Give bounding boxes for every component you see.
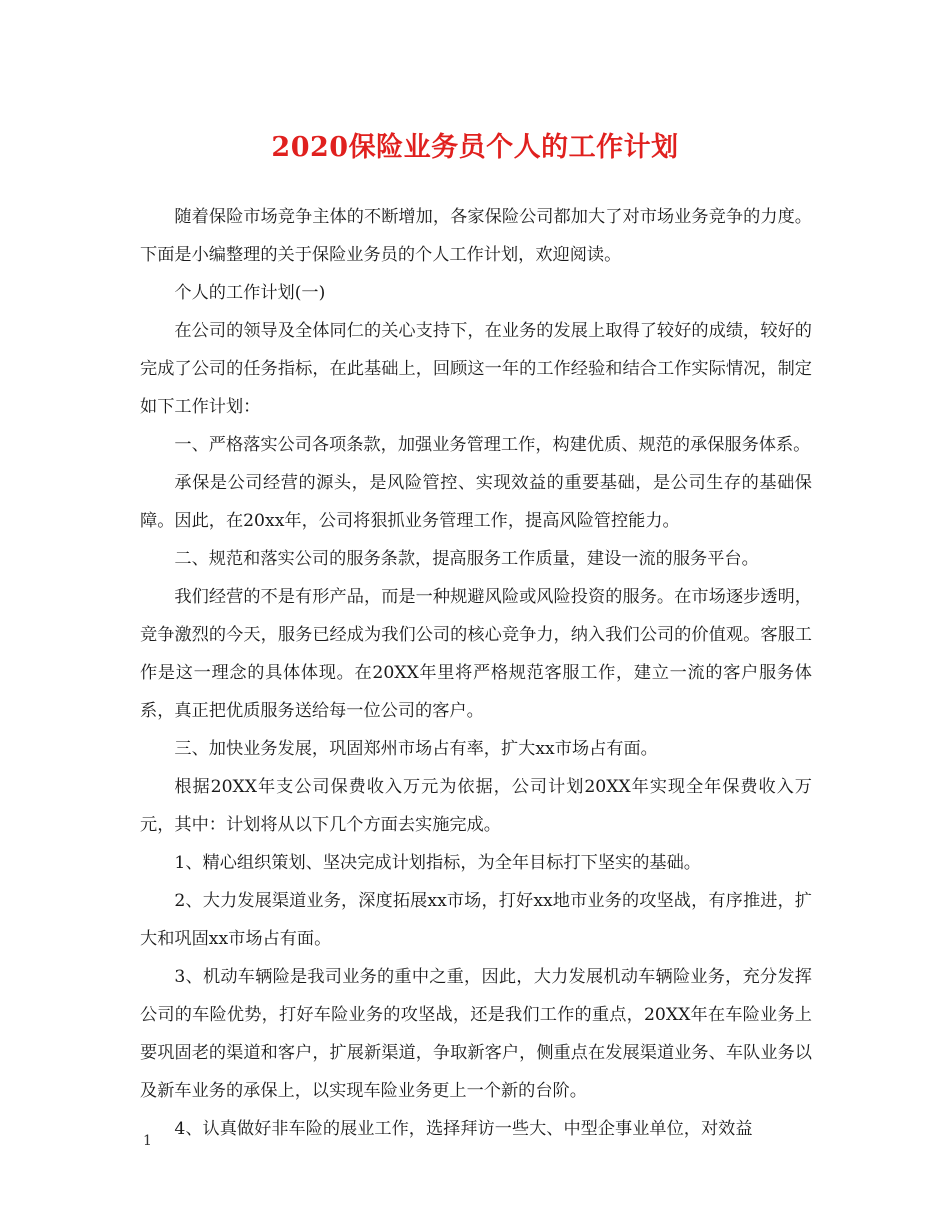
- section-heading: 一、严格落实公司各项条款，加强业务管理工作，构建优质、规范的承保服务体系。: [174, 435, 811, 455]
- document-body: [140, 198, 812, 1148]
- section-heading: 二、规范和落实公司的服务条款，提高服务工作质量，建设一流的服务平台。: [174, 549, 759, 569]
- list-item: 3、机动车辆险是我司业务的重中之重，因此，大力发展机动车辆险业务，充分发挥公司的车险优势，打好车险业务的攻坚战，还是我们工作的重点，20XX年在车险业务上要巩固老的渠道和客户，扩展新渠道，争取新客户，侧重点在发展渠道业务、车队业务以及新车业务的承保上，以实现车险业务更上一个新的台阶。: [140, 967, 812, 1101]
- paragraph: 随着保险市场竞争主体的不断增加，各家保险公司都加大了对市场业务竞争的力度。下面是小编整理的关于保险业务员的个人工作计划，欢迎阅读。: [140, 207, 812, 265]
- document-title: 2020保险业务员个人的工作计划: [271, 132, 679, 163]
- page-number: 1: [143, 1133, 152, 1149]
- list-item: 4、认真做好非车险的展业工作，选择拜访一些大、中型企事业单位，对效益: [174, 1119, 753, 1139]
- paragraph: 根据20XX年支公司保费收入万元为依据，公司计划20XX年实现全年保费收入万元，其中：计划将从以下几个方面去实施完成。: [140, 777, 812, 835]
- section-heading: 个人的工作计划(一): [174, 283, 326, 303]
- paragraph: 承保是公司经营的源头，是风险管控、实现效益的重要基础，是公司生存的基础保障。因此，在20xx年，公司将狠抓业务管理工作，提高风险管控能力。: [140, 473, 812, 531]
- paragraph: 在公司的领导及全体同仁的关心支持下，在业务的发展上取得了较好的成绩，较好的完成了公司的任务指标，在此基础上，回顾这一年的工作经验和结合工作实际情况，制定如下工作计划：: [140, 321, 812, 417]
- list-item: 1、精心组织策划、坚决完成计划指标，为全年目标打下坚实的基础。: [174, 853, 701, 873]
- paragraph: 我们经营的不是有形产品，而是一种规避风险或风险投资的服务。在市场逐步透明，竞争激烈的今天，服务已经成为我们公司的核心竞争力，纳入我们公司的价值观。客服工作是这一理念的具体体现。在20XX年里将严格规范客服工作，建立一流的客户服务体系，真正把优质服务送给每一位公司的客户。: [140, 587, 812, 721]
- list-item: 2、大力发展渠道业务，深度拓展xx市场，打好xx地市业务的攻坚战，有序推进，扩大和巩固xx市场占有面。: [140, 891, 812, 949]
- section-heading: 三、加快业务发展，巩固郑州市场占有率，扩大xx市场占有面。: [174, 739, 658, 759]
